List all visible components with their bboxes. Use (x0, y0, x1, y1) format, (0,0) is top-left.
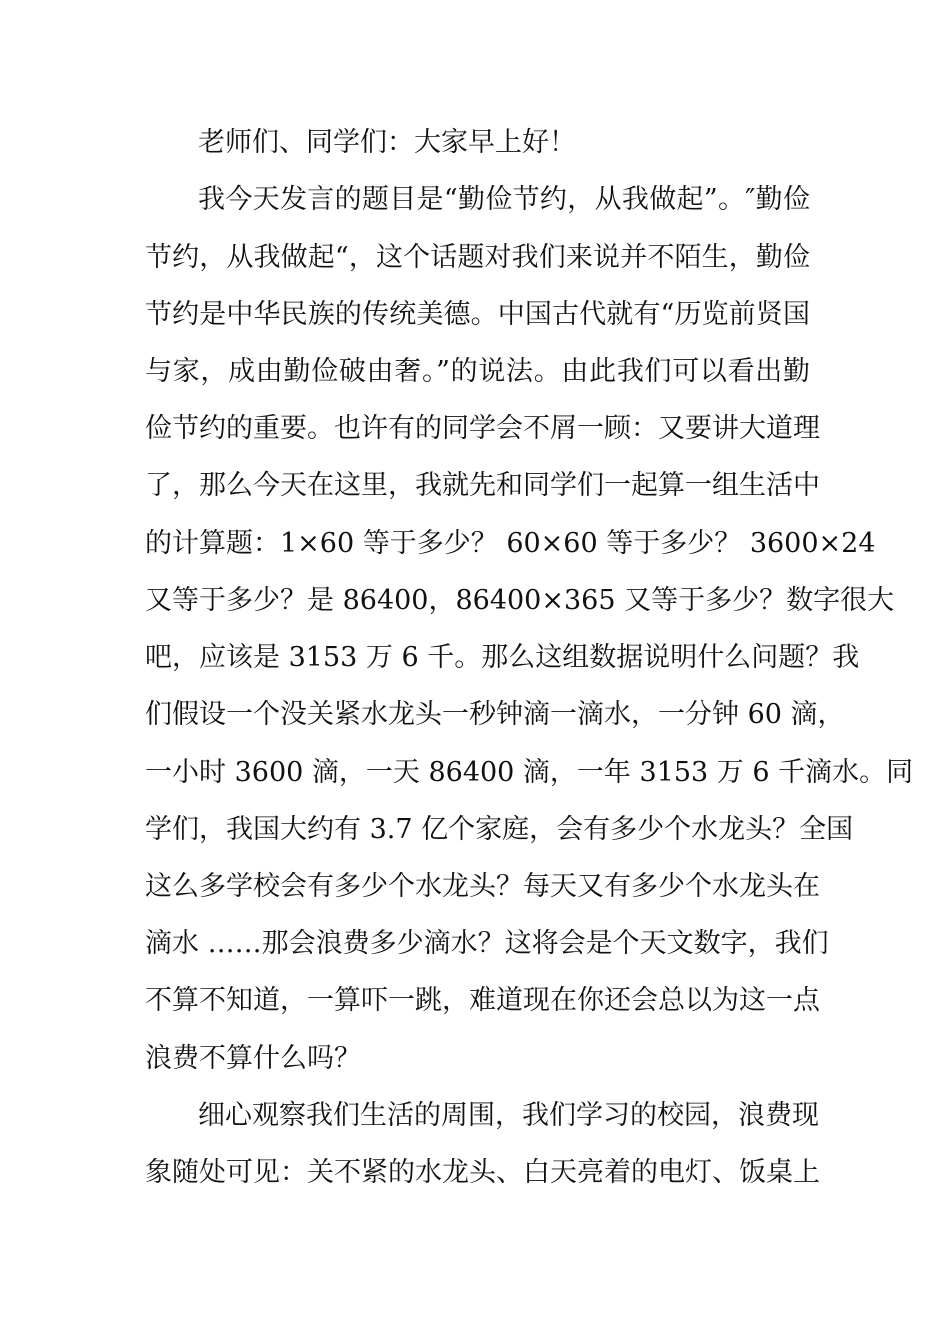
paragraph-1-line-6: 了，那么今天在这里，我就先和同学们一起算一组生活中 (145, 470, 820, 501)
paragraph-1-line-12: 学们，我国大约有 3.7 亿个家庭，会有多少个水龙头？全国 (145, 814, 854, 845)
paragraph-1-line-2: 节约，从我做起“，这个话题对我们来说并不陌生，勤俭 (145, 242, 810, 273)
paragraph-1-line-3: 节约是中华民族的传统美德。中国古代就有“历览前贤国 (145, 299, 810, 330)
paragraph-1-line-8: 又等于多少？是 86400，86400×365 又等于多少？数字很大 (145, 585, 895, 616)
paragraph-1-line-15: 不算不知道，一算吓一跳，难道现在你还会总以为这一点 (145, 985, 820, 1016)
paragraph-1-line-4: 与家，成由勤俭破由奢。”的说法。由此我们可以看出勤 (145, 356, 810, 387)
paragraph-1-line-1: 我今天发言的题目是“勤俭节约，从我做起”。″勤俭 (198, 184, 810, 215)
paragraph-1-line-7: 的计算题：1×60 等于多少？ 60×60 等于多少？ 3600×24 (145, 528, 876, 559)
paragraph-2-line-1: 细心观察我们生活的周围，我们学习的校园，浪费现 (198, 1100, 819, 1131)
paragraph-2-line-2: 象随处可见：关不紧的水龙头、白天亮着的电灯、饭桌上 (145, 1157, 820, 1188)
paragraph-1-line-11: 一小时 3600 滴，一天 86400 滴，一年 3153 万 6 千滴水。同 (145, 757, 914, 788)
paragraph-1-line-5: 俭节约的重要。也许有的同学会不屑一顾：又要讲大道理 (145, 413, 820, 444)
paragraph-1-line-9: 吧，应该是 3153 万 6 千。那么这组数据说明什么问题？我 (145, 642, 860, 673)
paragraph-1-line-10: 们假设一个没关紧水龙头一秒钟滴一滴水，一分钟 60 滴， (145, 699, 845, 730)
paragraph-1-line-14: 滴水 ……那会浪费多少滴水？这将会是个天文数字，我们 (145, 928, 829, 959)
greeting-line: 老师们、同学们：大家早上好！ (198, 127, 576, 158)
paragraph-1-line-16: 浪费不算什么吗？ (145, 1043, 361, 1074)
paragraph-1-line-13: 这么多学校会有多少个水龙头？每天又有多少个水龙头在 (145, 871, 820, 902)
